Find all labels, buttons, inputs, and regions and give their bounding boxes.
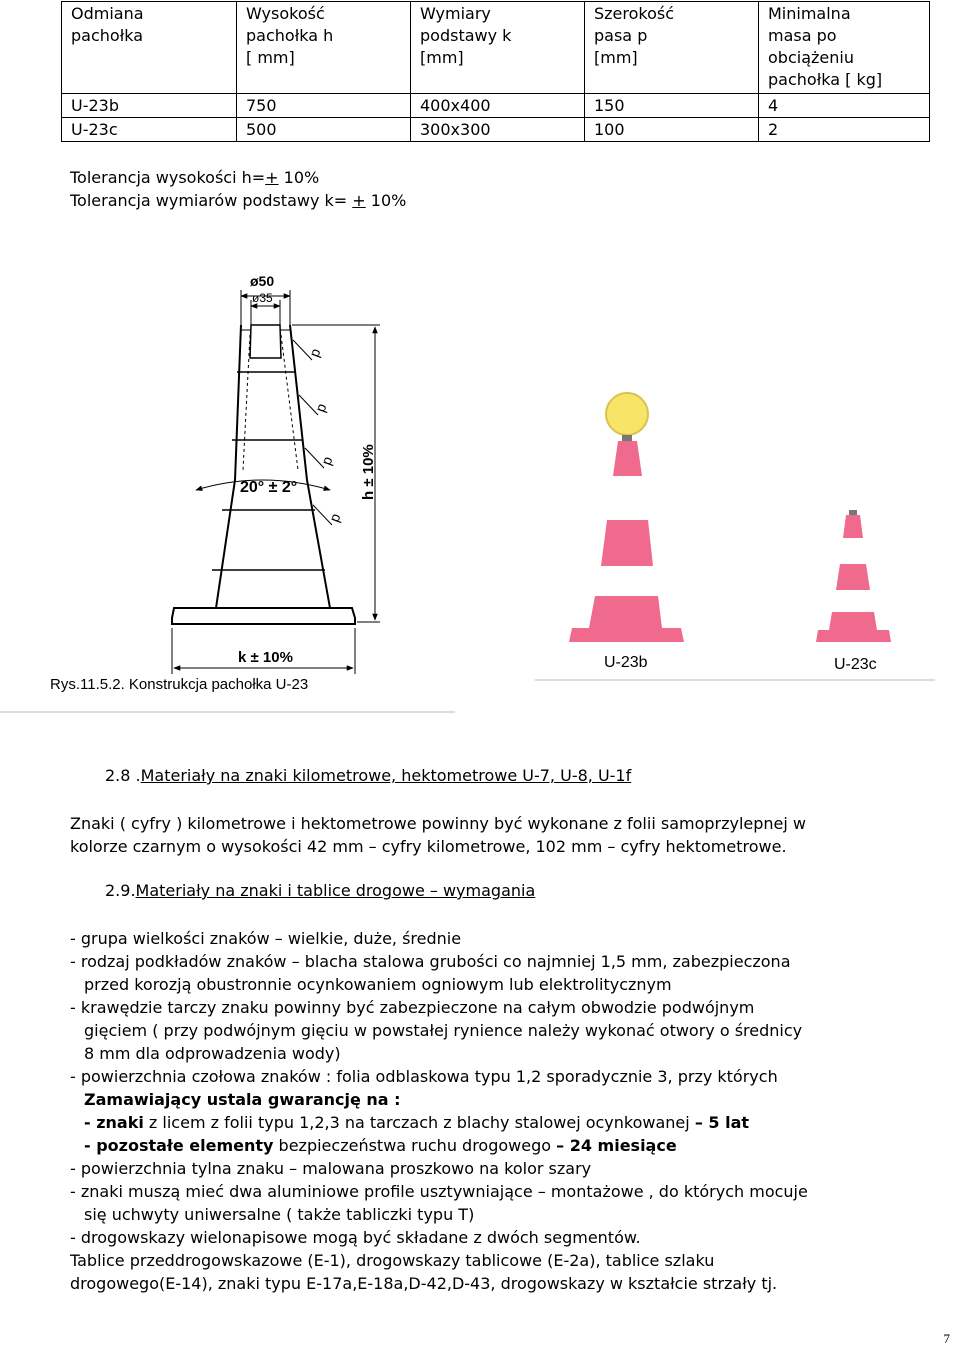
table-row	[62, 118, 930, 142]
table-cell: 150	[585, 94, 759, 118]
angle-label: 20° ± 2°	[240, 479, 298, 496]
list-item: Tablice przeddrogowskazowe (E-1), drogowskazy tablicowe (E-2a), tablice szlaku	[70, 1251, 715, 1270]
list-item: - grupa wielkości znaków – wielkie, duże, średnie	[70, 929, 462, 948]
cone-u23c-label: U-23c	[834, 656, 877, 673]
cone-spec-table	[61, 1, 930, 142]
table-cell: 500	[237, 118, 411, 142]
list-item: przed korozją obustronnie ocynkowaniem ogniowym lub elektrolitycznym	[84, 975, 672, 994]
header-cell: Minimalna masa po obciążeniu pachołka [ kg]	[759, 2, 930, 94]
cone-band	[836, 564, 870, 590]
header-cell: Wymiary podstawy k [mm]	[411, 2, 585, 94]
list-item: - krawędzie tarczy znaku powinny być zabezpieczone na całym obwodzie podwójnym	[70, 998, 755, 1017]
table-header-row	[62, 2, 930, 94]
cone-band	[601, 520, 653, 566]
section-2-8-heading: 2.8 .Materiały na znaki kilometrowe, hektometrowe U-7, U-8, U-1f	[105, 766, 632, 785]
page-number: 7	[943, 1331, 950, 1346]
header-cell: Odmiana pachołka	[62, 2, 237, 94]
warranty-other: - pozostałe elementy bezpieczeństwa ruchu drogowego – 24 miesiące	[84, 1136, 677, 1155]
cone-band	[843, 515, 863, 538]
cone-u23b-label: U-23b	[604, 654, 648, 671]
cone-top-holder	[622, 435, 632, 441]
table-cell: U-23b	[62, 94, 237, 118]
list-item: - powierzchnia czołowa znaków : folia odblaskowa typu 1,2 sporadycznie 3, przy których	[70, 1067, 778, 1086]
cone-band	[829, 612, 877, 630]
band-width-label: p	[311, 401, 330, 415]
list-item: - rodzaj podkładów znaków – blacha stalowa grubości co najmniej 1,5 mm, zabezpieczona	[70, 952, 791, 971]
height-tolerance: Tolerancja wysokości h=+ 10%	[70, 168, 320, 187]
table-row	[62, 94, 930, 118]
cone-base	[816, 630, 891, 642]
height-dimension-label: h ± 10%	[360, 444, 377, 500]
table-cell: 2	[759, 118, 930, 142]
list-item: 8 mm dla odprowadzenia wody)	[84, 1044, 341, 1063]
table-cell: 750	[237, 94, 411, 118]
band-width-label: p	[325, 511, 344, 525]
cone-base	[569, 628, 684, 642]
base-tolerance: Tolerancja wymiarów podstawy k= + 10%	[70, 191, 407, 210]
cone-figure	[0, 260, 960, 730]
cone-u23c-illustration	[816, 510, 891, 642]
list-item: drogowego(E-14), znaki typu E-17a,E-18a,D-42,D-43, drogowskazy w kształcie strzały tj.	[70, 1274, 778, 1293]
table-cell: 300x300	[411, 118, 585, 142]
list-item: - powierzchnia tylna znaku – malowana proszkowo na kolor szary	[70, 1159, 592, 1178]
cone-u23b-illustration	[569, 393, 684, 642]
warranty-signs: - znaki z licem z folii typu 1,2,3 na tarczach z blachy stalowej ocynkowanej – 5 lat	[84, 1113, 750, 1132]
base-dimension-label: k ± 10%	[238, 649, 293, 666]
band-width-label: p	[317, 454, 336, 468]
cone-band	[613, 441, 642, 476]
header-cell: Wysokość pachołka h [ mm]	[237, 2, 411, 94]
section-2-9-body	[70, 927, 808, 1295]
table-cell: 400x400	[411, 94, 585, 118]
cone-band	[589, 596, 662, 628]
table-cell: 4	[759, 94, 930, 118]
list-item: gięciem ( przy podwójnym gięciu w powstałej rynience należy wykonać otwory o średnicy	[84, 1021, 803, 1040]
table-cell: 100	[585, 118, 759, 142]
figure-caption: Rys.11.5.2. Konstrukcja pachołka U-23	[50, 676, 309, 693]
diameter-50-label: ø50	[250, 273, 275, 289]
list-item: się uchwyty uniwersalne ( także tabliczki typu T)	[84, 1205, 475, 1224]
section-2-9-heading: 2.9.Materiały na znaki i tablice drogowe – wymagania	[105, 881, 536, 900]
table-cell: U-23c	[62, 118, 237, 142]
diameter-35-label: ø35	[252, 291, 273, 305]
header-cell: Szerokość pasa p [mm]	[585, 2, 759, 94]
warranty-heading: Zamawiający ustala gwarancję na :	[84, 1090, 401, 1109]
band-width-label: p	[305, 346, 324, 360]
list-item: - znaki muszą mieć dwa aluminiowe profile usztywniające – montażowe , do których mocuje	[70, 1182, 808, 1201]
list-item: - drogowskazy wielonapisowe mogą być składane z dwóch segmentów.	[70, 1228, 641, 1247]
section-2-8-body: Znaki ( cyfry ) kilometrowe i hektometrowe powinny być wykonane z folii samoprzylepnej w kolorze czarnym o wysokości 42 mm – cyfry kilometrowe, 102 mm – cyfry hektometrowe.	[70, 814, 807, 856]
